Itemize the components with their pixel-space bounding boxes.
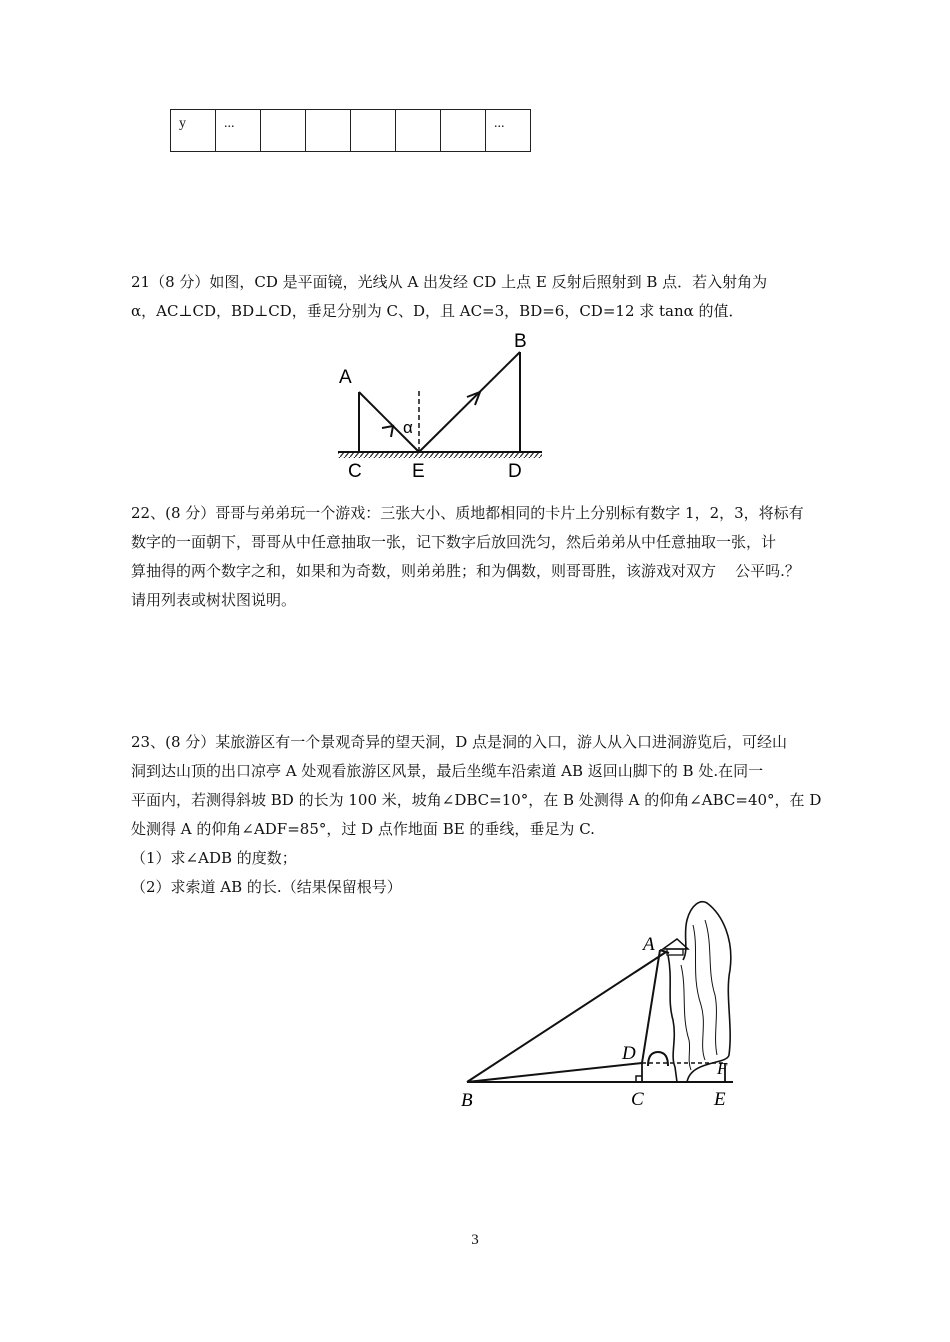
- ray-eb: [419, 352, 520, 452]
- table-cell: [261, 110, 306, 152]
- table-cell: [351, 110, 396, 152]
- question-22-line: 数字的一面朝下，哥哥从中任意抽取一张，记下数字后放回洗匀，然后弟弟从中任意抽取一张，计: [131, 533, 777, 551]
- label-c: C: [631, 1089, 644, 1110]
- question-23-line: 平面内，若测得斜坡 BD 的长为 100 米，坡角∠DBC=10°，在 B 处测得 A 的仰角∠ABC=40°，在 D: [131, 791, 822, 809]
- question-21: [131, 268, 831, 326]
- mirror-reflection-figure: [330, 325, 550, 485]
- label-e: E: [412, 461, 425, 482]
- mountain-outline: [668, 902, 731, 1082]
- cave-entrance-arc: [648, 1052, 668, 1066]
- value-table: [170, 109, 531, 152]
- table-cell: [441, 110, 486, 152]
- question-23-line: 23、(8 分）某旅游区有一个景观奇异的望天洞，D 点是洞的入口，游人从入口进洞游览后，可经山: [131, 733, 788, 751]
- question-23-line: 洞到达山顶的出口凉亭 A 处观看旅游区风景，最后坐缆车沿索道 AB 返回山脚下的 B 处.在同一: [131, 762, 764, 780]
- question-21-line: 21（8 分）如图，CD 是平面镜，光线从 A 出发经 CD 上点 E 反射后照射到 B 点．若入射角为: [131, 273, 768, 291]
- question-23-subquestion: （2）求索道 AB 的长.（结果保留根号）: [131, 878, 402, 896]
- label-a: A: [339, 367, 352, 388]
- page-number: 3: [471, 1232, 479, 1248]
- label-a: A: [643, 934, 655, 955]
- question-22-line: 算抽得的两个数字之和，如果和为奇数，则弟弟胜；和为偶数，则哥哥胜，该游戏对双方 公平吗.？: [131, 562, 800, 580]
- label-d: D: [622, 1043, 636, 1064]
- question-22-line: 请用列表或树状图说明。: [131, 591, 297, 609]
- cable-car-mountain-figure: [455, 895, 745, 1115]
- label-c: C: [348, 461, 362, 482]
- label-b: B: [461, 1090, 473, 1111]
- label-alpha: α: [403, 418, 413, 437]
- label-d: D: [508, 461, 522, 482]
- table-cell: [306, 110, 351, 152]
- pavilion-icon: [663, 939, 688, 949]
- table-cell: ...: [486, 110, 531, 152]
- question-21-line: α，AC⊥CD，BD⊥CD，垂足分别为 C、D，且 AC=3，BD=6，CD=12 求 tanα 的值．: [131, 302, 744, 320]
- label-b: B: [514, 331, 527, 352]
- table-row: [171, 110, 531, 152]
- table-cell: y: [171, 110, 216, 152]
- table-cell: ...: [216, 110, 261, 152]
- question-23-subquestion: （1）求∠ADB 的度数；: [131, 849, 297, 867]
- arrow-head-incident: [382, 426, 393, 437]
- question-22-line: 22、(8 分）哥哥与弟弟玩一个游戏：三张大小、质地都相同的卡片上分别标有数字 1，2，3，将标有: [131, 504, 804, 522]
- question-22: [131, 499, 851, 615]
- mountain-texture: [693, 925, 705, 1060]
- label-e: E: [714, 1089, 726, 1110]
- cable-ab: [467, 952, 666, 1082]
- table-cell: [396, 110, 441, 152]
- question-23-line: 处测得 A 的仰角∠ADF=85°，过 D 点作地面 BE 的垂线，垂足为 C.: [131, 820, 595, 838]
- question-23: [131, 728, 851, 902]
- label-f: F: [717, 1059, 728, 1078]
